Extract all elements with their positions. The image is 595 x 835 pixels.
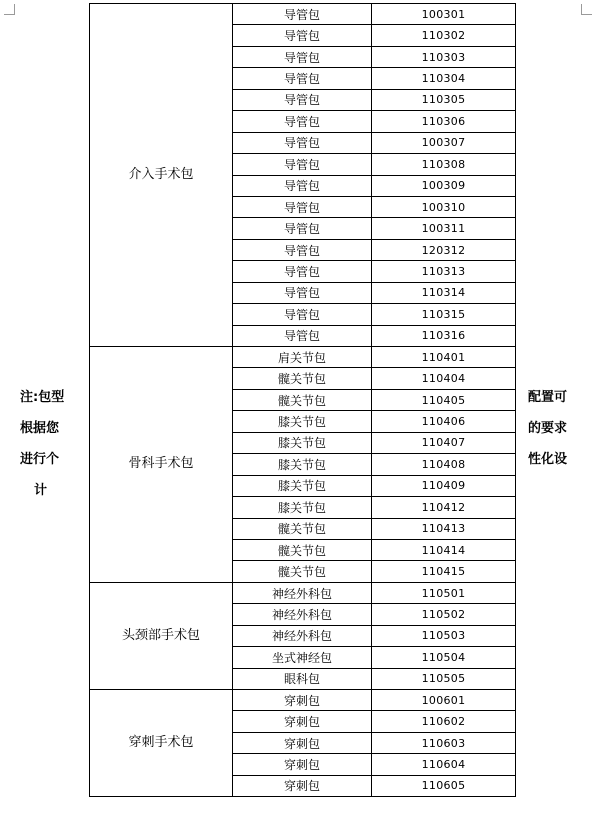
kit-code-cell: 110306 <box>372 111 516 132</box>
kit-name-cell: 坐式神经包 <box>233 647 372 668</box>
kit-code-cell: 110602 <box>372 711 516 732</box>
kit-name-cell: 神经外科包 <box>233 582 372 603</box>
note-right-line: 性化设 <box>528 452 568 467</box>
note-right-line: 的要求 <box>528 421 568 436</box>
kit-code-cell: 100601 <box>372 690 516 711</box>
kit-name-cell: 髋关节包 <box>233 368 372 389</box>
kit-code-cell: 110302 <box>372 25 516 46</box>
kit-name-cell: 穿刺包 <box>233 775 372 796</box>
kit-name-cell: 导管包 <box>233 218 372 239</box>
kit-name-cell: 导管包 <box>233 196 372 217</box>
category-label: 穿刺手术包 <box>128 735 194 751</box>
kit-code-cell: 110406 <box>372 411 516 432</box>
kit-name-cell: 膝关节包 <box>233 475 372 496</box>
kit-code-cell: 110303 <box>372 46 516 67</box>
kit-code-cell: 110407 <box>372 432 516 453</box>
kit-name-cell: 膝关节包 <box>233 411 372 432</box>
kit-name-cell: 髋关节包 <box>233 539 372 560</box>
category-label: 头颈部手术包 <box>121 627 200 643</box>
kit-code-cell: 110414 <box>372 539 516 560</box>
note-left-line: 根据您 <box>20 421 60 436</box>
kit-name-cell: 导管包 <box>233 261 372 282</box>
kit-code-cell: 110409 <box>372 475 516 496</box>
kit-code-cell: 100301 <box>372 4 516 25</box>
kit-code-cell: 110503 <box>372 625 516 646</box>
kit-name-cell: 穿刺包 <box>233 754 372 775</box>
table-row <box>90 582 516 603</box>
kit-code-cell: 110316 <box>372 325 516 346</box>
kit-name-cell: 导管包 <box>233 175 372 196</box>
kit-name-cell: 肩关节包 <box>233 347 372 368</box>
kit-code-cell: 110404 <box>372 368 516 389</box>
kit-name-cell: 导管包 <box>233 239 372 260</box>
kit-name-cell: 导管包 <box>233 111 372 132</box>
kit-code-cell: 100309 <box>372 175 516 196</box>
kit-name-cell: 膝关节包 <box>233 497 372 518</box>
kit-code-cell: 110408 <box>372 454 516 475</box>
kit-name-cell: 髋关节包 <box>233 561 372 582</box>
kit-code-cell: 110405 <box>372 389 516 410</box>
page-corner-mark-top-right <box>581 4 592 15</box>
kit-code-cell: 110501 <box>372 582 516 603</box>
category-label: 骨科手术包 <box>128 456 194 472</box>
category-cell <box>90 4 233 347</box>
kit-name-cell: 导管包 <box>233 25 372 46</box>
kit-name-cell: 眼科包 <box>233 668 372 689</box>
table-row <box>90 690 516 711</box>
kit-code-cell: 110412 <box>372 497 516 518</box>
kit-name-cell: 穿刺包 <box>233 711 372 732</box>
kit-code-cell: 110315 <box>372 304 516 325</box>
kit-name-cell: 膝关节包 <box>233 432 372 453</box>
kit-code-cell: 110305 <box>372 89 516 110</box>
kit-name-cell: 神经外科包 <box>233 625 372 646</box>
note-right-line: 配置可 <box>528 390 568 405</box>
kit-name-cell: 膝关节包 <box>233 454 372 475</box>
kit-name-cell: 穿刺包 <box>233 732 372 753</box>
kit-code-cell: 110604 <box>372 754 516 775</box>
kit-name-cell: 导管包 <box>233 132 372 153</box>
kit-name-cell: 导管包 <box>233 68 372 89</box>
kit-code-cell: 100311 <box>372 218 516 239</box>
kit-code-cell: 100307 <box>372 132 516 153</box>
kit-name-cell: 导管包 <box>233 282 372 303</box>
category-cell <box>90 582 233 689</box>
note-left-line: 进行个 <box>20 452 60 467</box>
kit-name-cell: 髋关节包 <box>233 518 372 539</box>
note-right-column <box>528 382 588 475</box>
kit-name-cell: 导管包 <box>233 304 372 325</box>
kit-code-cell: 110413 <box>372 518 516 539</box>
kit-name-cell: 导管包 <box>233 154 372 175</box>
note-left-column <box>20 382 86 506</box>
page-corner-mark-top-left <box>4 4 15 15</box>
kit-code-cell: 110504 <box>372 647 516 668</box>
table-row <box>90 4 516 25</box>
kit-code-cell: 110313 <box>372 261 516 282</box>
kit-code-cell: 120312 <box>372 239 516 260</box>
surgical-kit-table-body <box>90 4 516 797</box>
kit-code-cell: 110502 <box>372 604 516 625</box>
kit-code-cell: 110505 <box>372 668 516 689</box>
surgical-kit-table <box>89 3 516 797</box>
kit-code-cell: 110401 <box>372 347 516 368</box>
kit-name-cell: 导管包 <box>233 46 372 67</box>
category-cell <box>90 347 233 583</box>
kit-name-cell: 神经外科包 <box>233 604 372 625</box>
table-row <box>90 347 516 368</box>
kit-code-cell: 110304 <box>372 68 516 89</box>
kit-code-cell: 110415 <box>372 561 516 582</box>
kit-code-cell: 110314 <box>372 282 516 303</box>
note-left-line: 注:包型 <box>20 390 65 405</box>
kit-name-cell: 穿刺包 <box>233 690 372 711</box>
kit-name-cell: 导管包 <box>233 325 372 346</box>
category-cell <box>90 690 233 797</box>
category-label: 介入手术包 <box>128 167 194 182</box>
kit-code-cell: 110308 <box>372 154 516 175</box>
kit-code-cell: 100310 <box>372 196 516 217</box>
kit-code-cell: 110605 <box>372 775 516 796</box>
kit-name-cell: 导管包 <box>233 89 372 110</box>
note-left-line: 计 <box>34 483 48 498</box>
kit-code-cell: 110603 <box>372 732 516 753</box>
kit-name-cell: 导管包 <box>233 4 372 25</box>
kit-name-cell: 髋关节包 <box>233 389 372 410</box>
